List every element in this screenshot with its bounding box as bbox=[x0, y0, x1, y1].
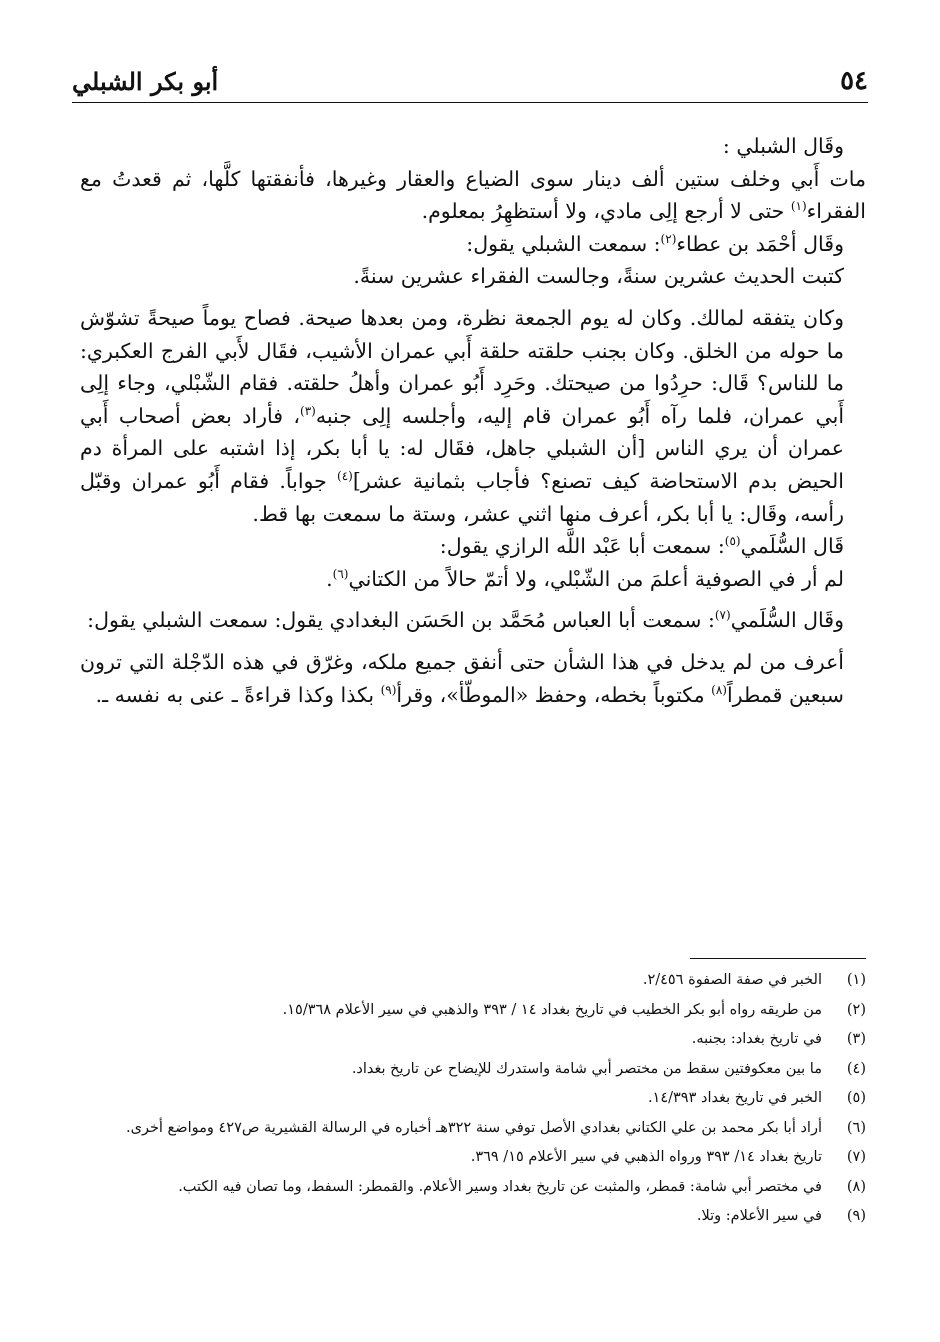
running-title: أبو بكر الشبلي bbox=[72, 67, 219, 96]
footnote-5 bbox=[80, 1084, 866, 1114]
paragraph-1: وقَال الشبلي : bbox=[722, 134, 844, 158]
footnote-text: في مختصر أبي شامة: قمطر، والمثبت عن تاريخ بغداد وسير الأعلام. والقمطر: السفط، وما تصان فيه الكتب. bbox=[178, 1178, 822, 1195]
footnote-ref-6[interactable]: (٦) bbox=[332, 566, 349, 581]
page-number: ٥٤ bbox=[840, 66, 868, 96]
footnote-8 bbox=[80, 1173, 866, 1203]
paragraph-8: وقَال السُّلَمي$^{(٧)}$: سمعت أبا العباس مُحَمَّد بن الحَسَن البغدادي يقول: سمعت الشبلي يقول: bbox=[87, 608, 844, 633]
footnotes bbox=[80, 966, 866, 1232]
footnote-ref-1[interactable]: (١) bbox=[790, 199, 807, 214]
footnote-number: (٢) bbox=[846, 1001, 866, 1018]
footnote-3 bbox=[80, 1025, 866, 1055]
footnote-number: (٩) bbox=[846, 1208, 866, 1224]
footnote-number: (٨) bbox=[846, 1178, 866, 1195]
footnote-ref-3[interactable]: (٣) bbox=[300, 403, 316, 418]
footnote-text: في تاريخ بغداد: بجنبه. bbox=[691, 1031, 822, 1047]
footnote-1 bbox=[80, 966, 866, 996]
page-header bbox=[72, 52, 868, 96]
footnote-text: الخبر في تاريخ بغداد ١٤/٣٩٣. bbox=[647, 1090, 822, 1106]
footnote-number: (٤) bbox=[846, 1060, 866, 1077]
footnote-text: تاريخ بغداد ١٤/ ٣٩٣ ورواه الذهبي في سير الأعلام ١٥/ ٣٦٩. bbox=[470, 1149, 822, 1165]
footnote-ref-8[interactable]: (٨) bbox=[711, 682, 727, 697]
footnote-text: الخبر في صفة الصفوة ٢/٤٥٦. bbox=[642, 972, 822, 988]
footnote-separator bbox=[690, 958, 866, 959]
footnote-ref-5[interactable]: (٥) bbox=[724, 534, 741, 549]
footnote-number: (٥) bbox=[846, 1090, 866, 1106]
footnote-text: ما بين معكوفتين سقط من مختصر أبي شامة واستدرك للإيضاح عن تاريخ بغداد. bbox=[351, 1060, 822, 1077]
paragraph-7: لم أر في الصوفية أعلمَ من الشّبْلي، ولا أتمّ حالاً من الكتاني$^{(٦)}$. bbox=[326, 566, 844, 591]
footnote-text: أراد أبا بكر محمد بن علي الكتاني بغدادي الأصل توفي سنة ٣٢٢هـ أخباره في الرسالة القشيرية ص٤٢٧ ومواضع أخرى. bbox=[126, 1119, 822, 1136]
footnote-number: (٦) bbox=[846, 1119, 866, 1136]
paragraph-6: قَال السُّلَمي$^{(٥)}$: سمعت أبا عَبْد اللَّه الرازي يقول: bbox=[439, 534, 844, 559]
footnote-ref-4[interactable]: (٤) bbox=[337, 469, 353, 484]
footnote-ref-7[interactable]: (٧) bbox=[714, 608, 731, 623]
footnote-text: في سير الأعلام: وتلا. bbox=[696, 1208, 822, 1224]
paragraph-5: وكان يتفقه لمالك. وكان له يوم الجمعة نظرة، ومن بعدها صيحة. فصاح يوماً صيحةً تشوّش ما حوله من الخلق. وكان بجنب حلقته حلقة أَبي عمران الأشيب، فقَال لأَبي الفرج العكبري: ما للناس؟ قَال: حرِدُوا من صيحتك. وحَرِد أَبُو عمران وأهلُ حلقته. فقام الشّبْلي، وجاء إلِى أَبي عمران، فلما رآه أَبُو عمران قام إليه، وأجلسه إلِى جنبه$^{(٣)}$، فأراد بعض أصحاب أَبي عمران أن يري الناس [أن الشبلي جاهل، فقَال له: يا أبا بكر، إذا اشتبه على المرأة دم الحيض بدم الاستحاضة كيف تصنع؟ فأجاب بثمانية عشر]$^{(٤)}$ جواباً. فقام أَبُو عمران وقبّل رأسه، وقَال: يا أبا بكر، أعرف منها اثني عشر، وستة ما سمعت بها قط. bbox=[80, 305, 845, 526]
footnote-7 bbox=[80, 1143, 866, 1173]
paragraph-3: وقَال أحْمَد بن عطاء$^{(٢)}$: سمعت الشبلي يقول: bbox=[466, 231, 844, 256]
paragraph-2: مات أَبي وخلف ستين ألف دينار سوى الضياع والعقار وغيرها، فأنفقتها كلَّها، ثم قعدتُ مع الفقراء$^{(١)}$ حتى لا أرجع إلِى مادي، ولا أستظهِرُ بمعلوم. bbox=[80, 166, 866, 224]
footnote-ref-9[interactable]: (٩) bbox=[380, 682, 397, 697]
footnote-2 bbox=[80, 996, 866, 1026]
footnote-9 bbox=[80, 1202, 866, 1232]
footnote-6 bbox=[80, 1114, 866, 1144]
footnote-text: من طريقه رواه أبو بكر الخطيب في تاريخ بغداد ١٤ / ٣٩٣ والذهبي في سير الأعلام ١٥/٣٦٨. bbox=[282, 1001, 822, 1018]
footnote-number: (٧) bbox=[846, 1149, 866, 1165]
paragraph-4: كتبت الحديث عشرين سنةً، وجالست الفقراء عشرين سنةً. bbox=[353, 264, 844, 289]
main-text bbox=[80, 130, 866, 711]
footnote-number: (٣) bbox=[846, 1031, 866, 1047]
footnote-4 bbox=[80, 1055, 866, 1085]
footnote-number: (١) bbox=[846, 972, 866, 988]
header-rule bbox=[72, 102, 868, 103]
footnote-ref-2[interactable]: (٢) bbox=[660, 231, 677, 246]
paragraph-9: أعرف من لم يدخل في هذا الشأن حتى أنفق جميع ملكه، وغرّق في هذه الدّجْلة التي ترون سبعين قمطراً$^{(٨)}$ مكتوباً بخطه، وحفظ «الموطّأ»، وقرأ$^{(٩)}$ بكذا وكذا قراءةً ـ عنى به نفسه ـ. bbox=[80, 649, 844, 707]
